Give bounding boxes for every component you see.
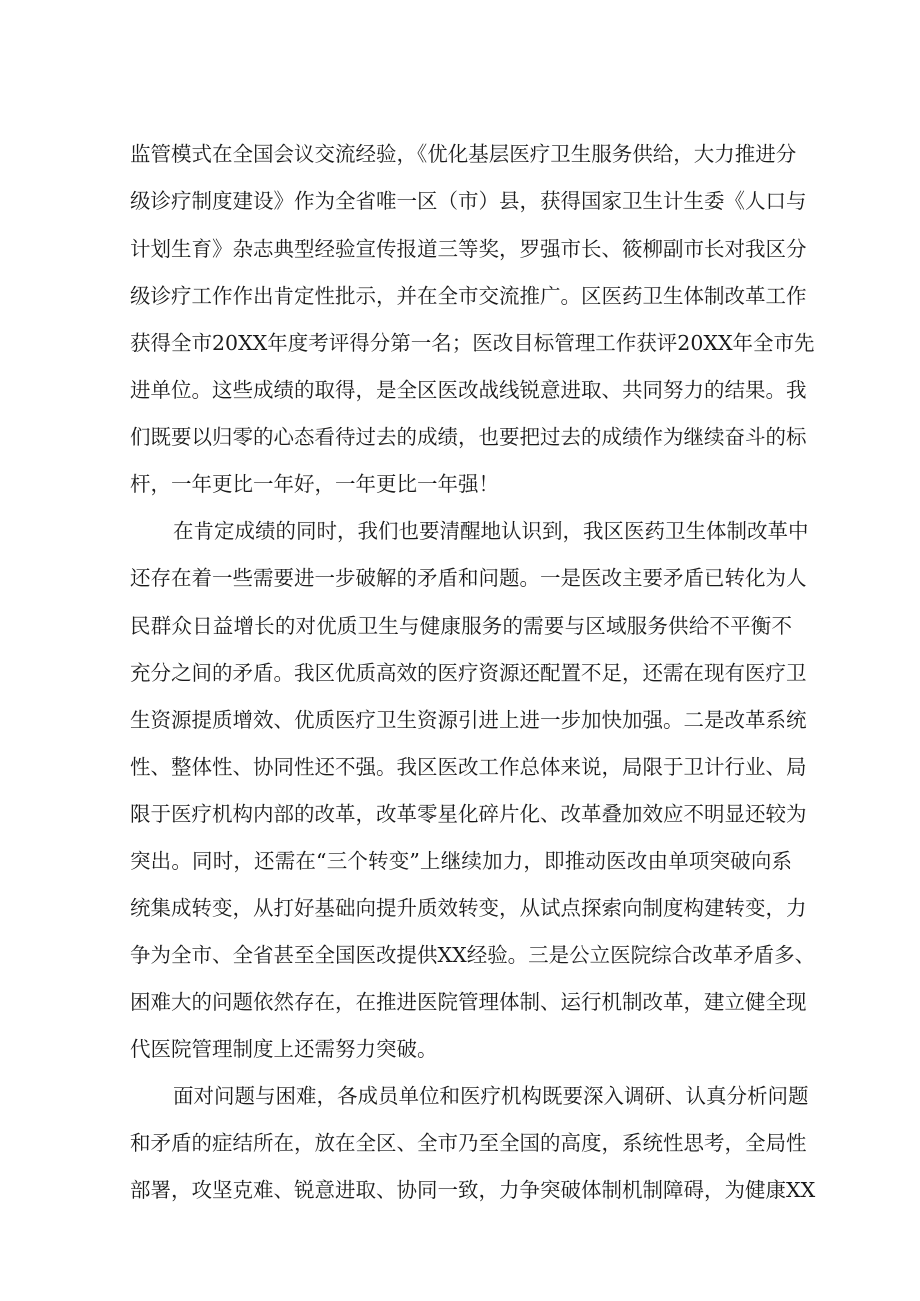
text-line: 和矛盾的症结所在，放在全区、全市乃至全国的高度，系统性思考，全局性 [130,1131,807,1155]
text-line: 获得全市20XX年度考评得分第一名；医改目标管理工作获评20XX年全市先 [130,331,815,355]
text-line: 杆，一年更比一年好，一年更比一年强！ [130,472,499,496]
text-line: 生资源提质增效、优质医疗卫生资源引进上进一步加快加强。二是改革系统 [130,708,807,732]
text-line: 限于医疗机构内部的改革，改革零星化碎片化、改革叠加效应不明显还较为 [130,802,807,826]
text-line: 困难大的问题依然存在，在推进医院管理体制、运行机制改革，建立健全现 [130,990,807,1014]
text-line: 级诊疗工作作出肯定性批示，并在全市交流推广。区医药卫生体制改革工作 [130,284,807,308]
text-line: 性、整体性、协同性还不强。我区医改工作总体来说，局限于卫计行业、局 [130,755,807,779]
text-line: 监管模式在全国会议交流经验，《优化基层医疗卫生服务供给，大力推进分 [130,142,797,166]
text-line: 充分之间的矛盾。我区优质高效的医疗资源还配置不足，还需在现有医疗卫 [130,661,807,685]
text-line: 级诊疗制度建设》作为全省唯一区（市）县，获得国家卫生计生委《人口与 [130,189,807,213]
text-line: 部署，攻坚克难、锐意进取、协同一致，力争突破体制机制障碍，为健康XX [130,1178,816,1202]
text-line: 面对问题与困难，各成员单位和医疗机构既要深入调研、认真分析问题 [173,1084,809,1108]
text-line: 在肯定成绩的同时，我们也要清醒地认识到，我区医药卫生体制改革中 [173,519,809,543]
text-line: 代医院管理制度上还需努力突破。 [130,1037,438,1061]
text-line: 进单位。这些成绩的取得，是全区医改战线锐意进取、共同努力的结果。我 [130,378,807,402]
text-line: 们既要以归零的心态看待过去的成绩，也要把过去的成绩作为继续奋斗的标 [130,425,807,449]
text-line: 统集成转变，从打好基础向提升质效转变，从试点探索向制度构建转变，力 [130,896,807,920]
text-line: 争为全市、全省甚至全国医改提供XX经验。三是公立医院综合改革矛盾多、 [130,943,816,967]
text-line: 还存在着一些需要进一步破解的矛盾和问题。一是医改主要矛盾已转化为人 [130,566,807,590]
text-line: 突出。同时，还需在“三个转变”上继续加力，即推动医改由单项突破向系 [130,849,792,873]
text-line: 民群众日益增长的对优质卫生与健康服务的需要与区域服务供给不平衡不 [130,614,792,638]
text-line: 计划生育》杂志典型经验宣传报道三等奖，罗强市长、筱柳副市长对我区分 [130,237,807,261]
